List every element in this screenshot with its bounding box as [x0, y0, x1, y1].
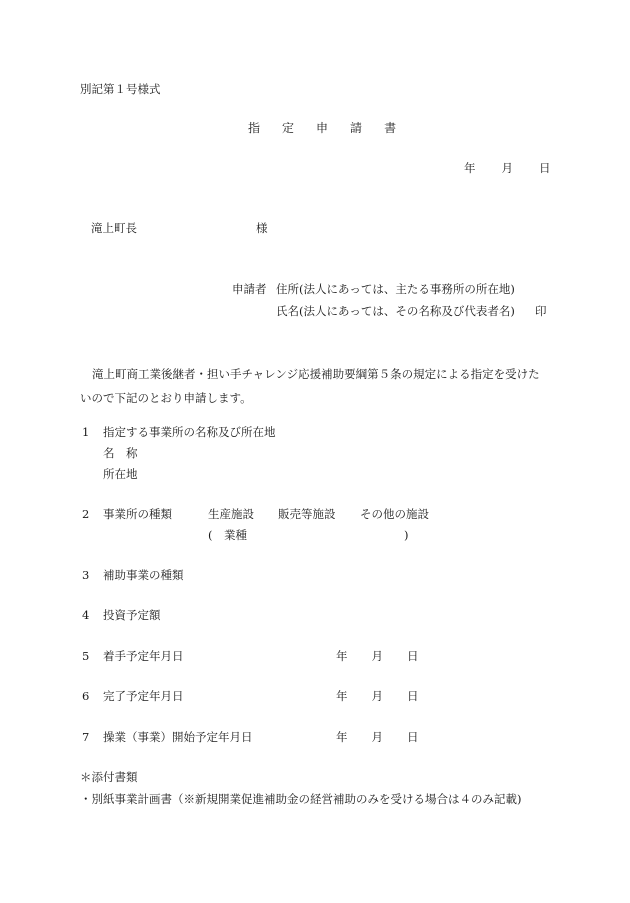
date-month: 月: [371, 689, 383, 703]
attachments-heading: ＊添付書類: [80, 770, 138, 784]
date-day: 日: [407, 689, 419, 703]
applicant-address-field[interactable]: 住所(法人にあっては、主たる事務所の所在地): [276, 282, 515, 296]
applicant-label: 申請者: [232, 282, 267, 296]
item-6-label: 完了予定年月日: [103, 689, 184, 703]
document-title: [248, 122, 396, 135]
item-7-label: 操業（事業）開始予定年月日: [103, 730, 253, 744]
applicant-name-field[interactable]: 氏名(法人にあっては、その名称及び代表者名): [276, 304, 515, 318]
date-year: 年: [336, 649, 348, 663]
date-day: 日: [539, 161, 551, 175]
item-1-name-field[interactable]: 名 称: [103, 446, 138, 460]
item-1-location-field[interactable]: 所在地: [103, 467, 138, 481]
recipient-honorific: 様: [256, 221, 268, 235]
facility-option-production[interactable]: 生産施設: [208, 507, 254, 521]
item-7-number: 7: [82, 730, 90, 744]
title-char: 指: [248, 121, 261, 135]
application-date: [464, 163, 551, 175]
date-day: 日: [407, 649, 419, 663]
title-char: 定: [282, 121, 295, 135]
title-char: 申: [316, 121, 329, 135]
date-year: 年: [336, 730, 348, 744]
attachments-item: ・別紙事業計画書（※新規開業促進補助金の経営補助のみを受ける場合は４のみ記載): [80, 792, 522, 806]
facility-option-sales[interactable]: 販売等施設: [278, 507, 336, 521]
facility-option-other[interactable]: その他の施設: [360, 507, 429, 521]
item-2-number: 2: [82, 507, 90, 521]
item-1-number: 1: [82, 425, 90, 439]
industry-field-open[interactable]: ( 業種: [208, 528, 247, 542]
title-char: 書: [384, 121, 397, 135]
item-3-number: 3: [82, 568, 90, 582]
date-month: 月: [501, 161, 513, 175]
date-year: 年: [464, 161, 476, 175]
date-day: 日: [407, 730, 419, 744]
recipient-name: 滝上町長: [91, 221, 137, 235]
date-month: 月: [371, 649, 383, 663]
purpose-paragraph: 滝上町商工業後継者・担い手チャレンジ応援補助要綱第５条の規定による指定を受けたいので下記のとおり申請します。: [80, 367, 540, 405]
item-4-number: 4: [82, 608, 90, 622]
date-month: 月: [371, 730, 383, 744]
item-2-label: 事業所の種類: [103, 507, 172, 521]
item-5-number: 5: [82, 649, 90, 663]
title-char: 請: [350, 121, 363, 135]
item-7-date-field[interactable]: [336, 732, 419, 744]
item-1-label: 指定する事業所の名称及び所在地: [103, 425, 276, 439]
item-3-label: 補助事業の種類: [103, 568, 184, 582]
item-5-label: 着手予定年月日: [103, 649, 184, 663]
item-4-label: 投資予定額: [103, 608, 161, 622]
item-6-date-field[interactable]: [336, 691, 419, 703]
date-year: 年: [336, 689, 348, 703]
industry-field-close: ): [404, 528, 409, 542]
form-number-label: 別記第１号様式: [80, 82, 161, 96]
item-6-number: 6: [82, 689, 90, 703]
seal-mark: 印: [535, 304, 547, 318]
item-5-date-field[interactable]: [336, 651, 419, 663]
